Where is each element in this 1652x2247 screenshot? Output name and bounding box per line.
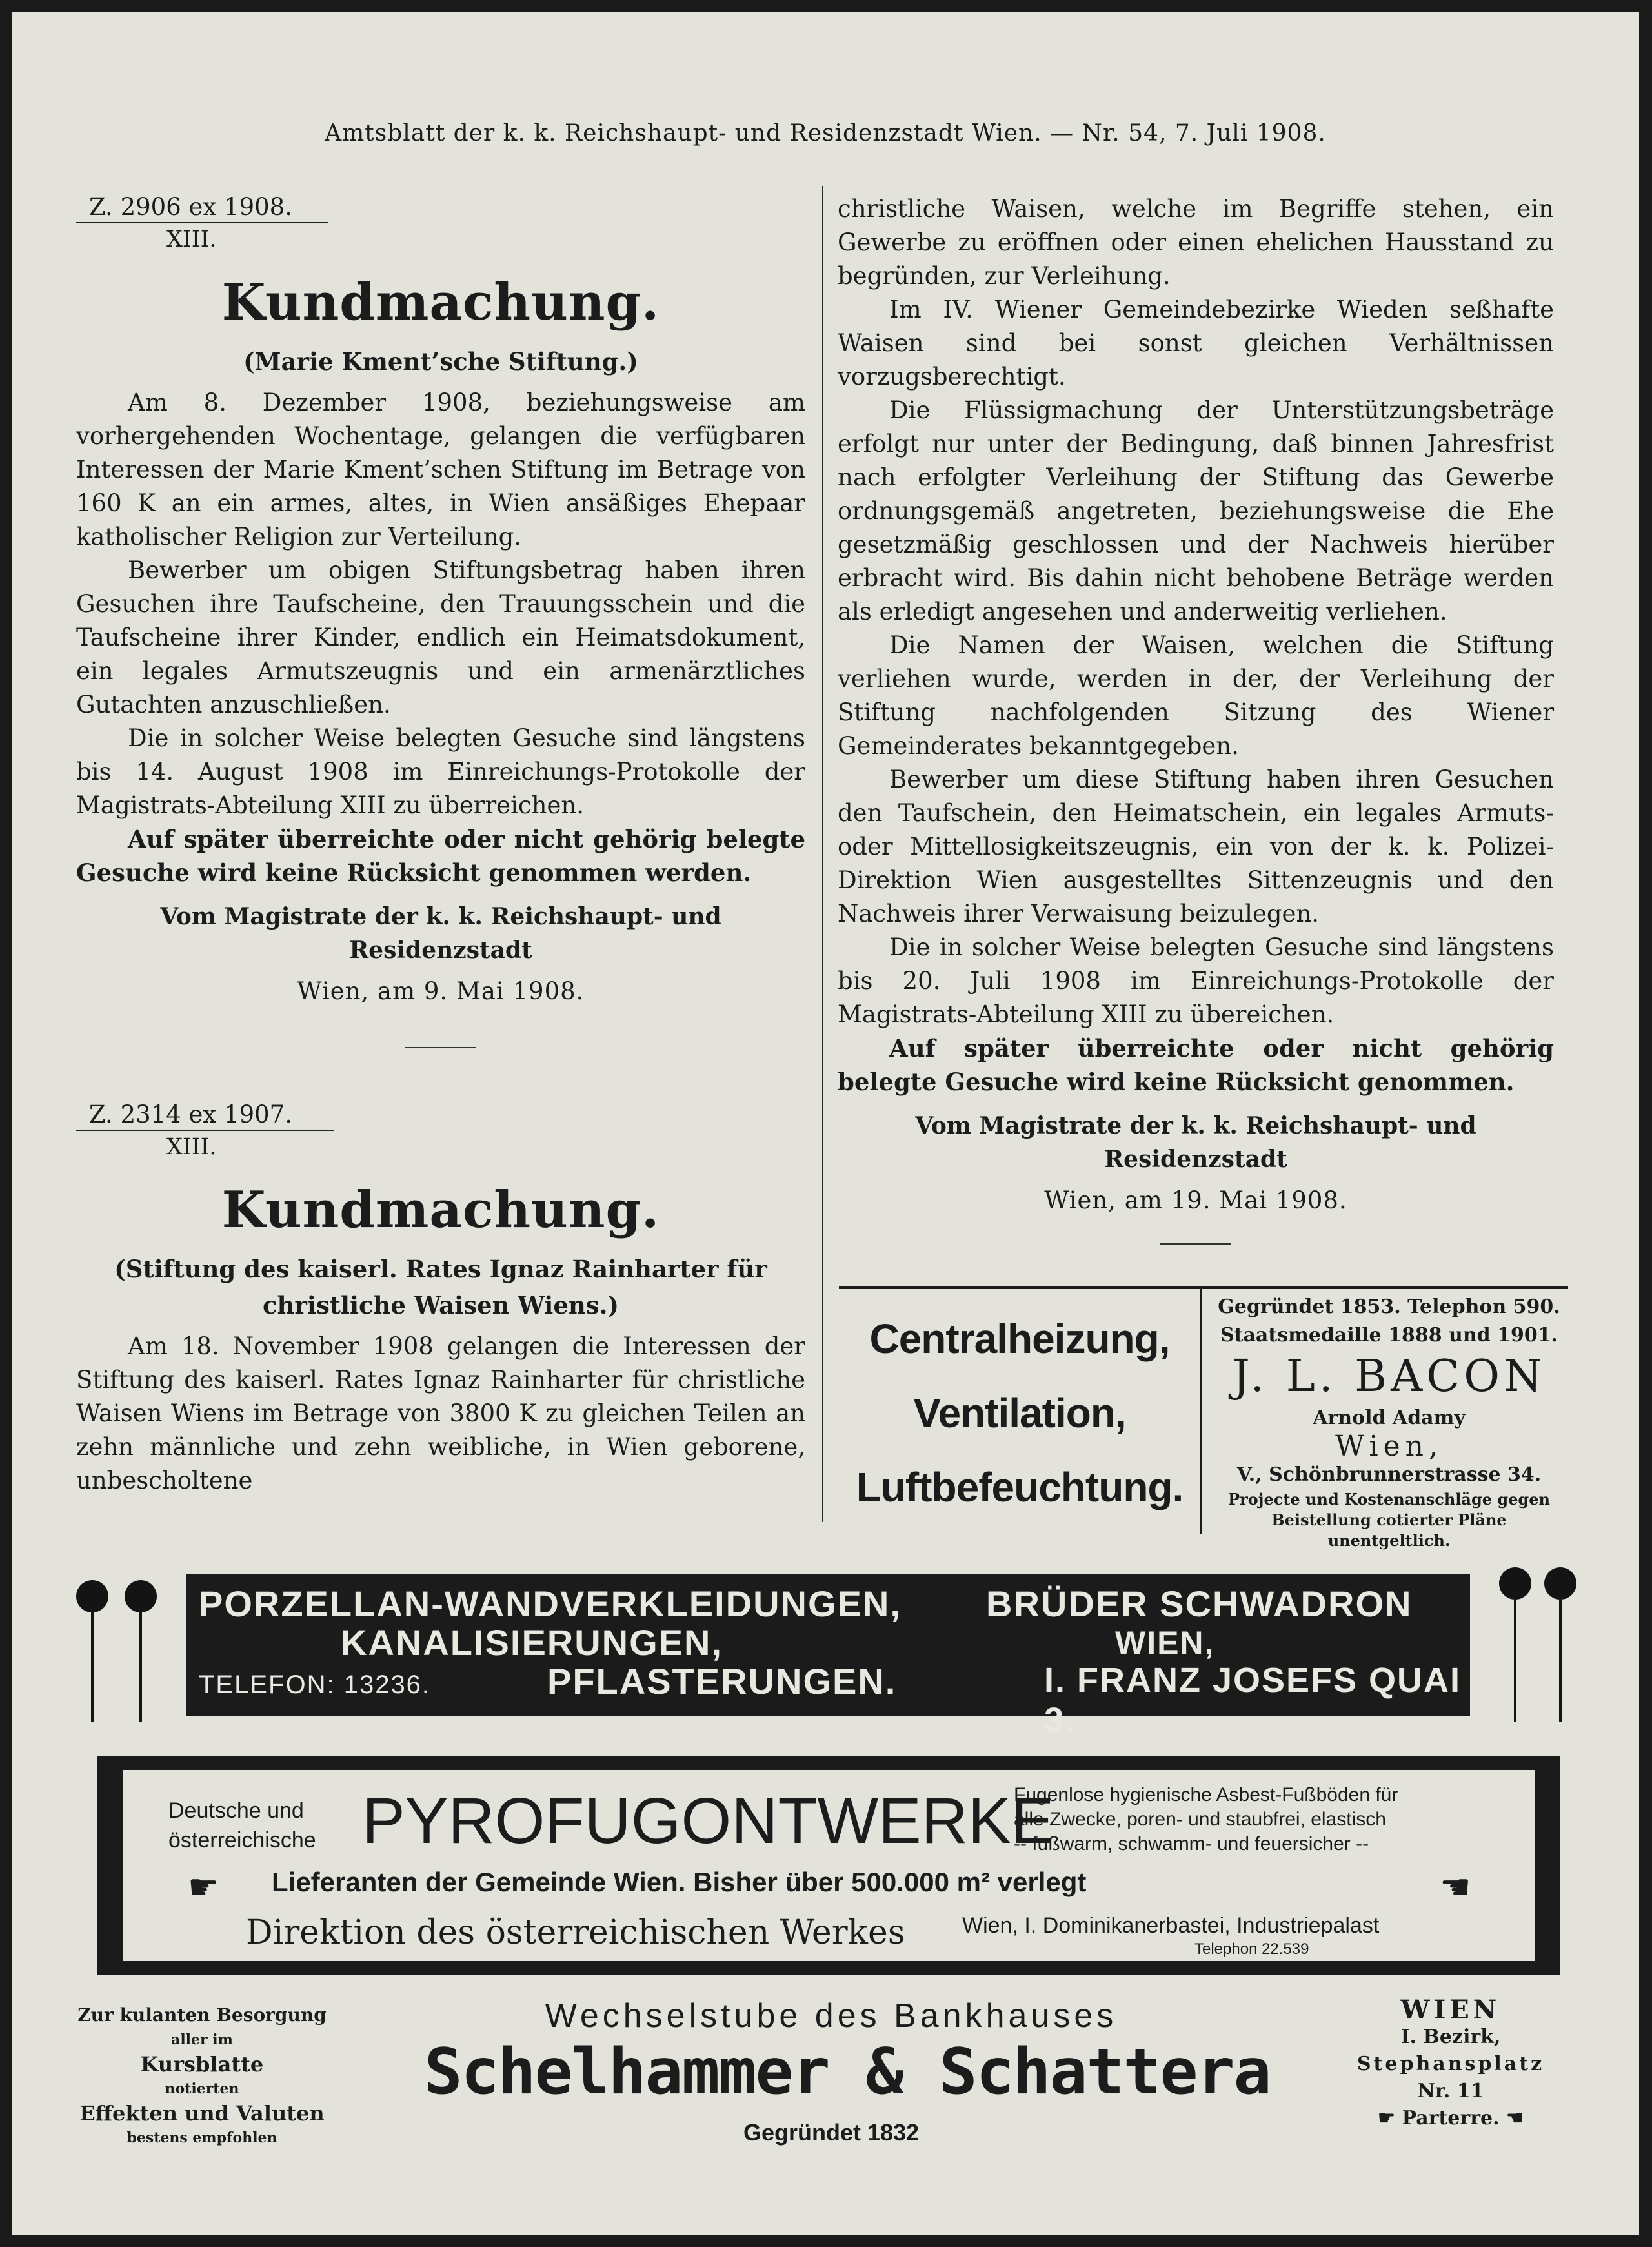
notice2-paragraph: Am 18. November 1908 gelangen die Interessen der Stiftung des kaiserl. Rates Ignaz Rainharter für christliche Waisen Wiens im Betrage von 3800 K zu gleichen Teilen an zehn männliche und zehn weibliche, in Wien geborene, unbescholtene [76,1332,805,1494]
right-column [838,192,1554,1245]
notice1-subtitle: (Marie Kment’sche Stiftung.) [243,347,638,376]
schwadron-telefon: TELEFON: 13236. [199,1671,431,1699]
section-rule [405,1047,476,1048]
notice2-signature: Vom Magistrate der k. k. Reichshaupt- und Residenzstadt [915,1112,1476,1173]
bank-services-line: Kursblatte [140,2052,264,2077]
bank-floor [1315,2105,1586,2132]
pyro-origin [168,1796,316,1855]
heating-services [839,1302,1200,1525]
pyro-direction: Direktion des österreichischen Werkes [246,1913,905,1952]
notice2-paragraph: Die in solcher Weise belegten Gesuche sind längstens bis 20. Juli 1908 im Einreichungs-Protokolle der Magistrats-Abteilung XIII zu übereichen. [838,933,1554,1028]
bank-address [1315,1997,1586,2132]
schwadron-service: PORZELLAN-WANDVERKLEIDUNGEN, [199,1583,902,1624]
ad-pyrofugont [97,1756,1560,1975]
schwadron-city: WIEN, [1115,1625,1215,1661]
notice1-ref: Z. 2906 ex 1908. [76,192,328,223]
pointing-hand-icon: ☚ [1440,1867,1471,1907]
pyro-telephone: Telephon 22.539 [1194,1940,1309,1958]
page-header: Amtsblatt der k. k. Reichshaupt- und Residenzstadt Wien. — Nr. 54, 7. Juli 1908. [325,120,1326,147]
notice2-subtitle: (Stiftung des kaiserl. Rates Ignaz Rainharter für christliche Waisen Wiens.) [114,1255,767,1319]
heating-line: Luftbefeuchtung. [856,1464,1184,1510]
bank-address-line: WIEN [1400,1995,1501,2025]
pointing-hand-icon: ☛ [188,1867,219,1907]
bank-tagline: Wechselstube des Bankhauses [545,1997,1118,2035]
notice2-ref: Z. 2314 ex 1907. [76,1100,334,1131]
schwadron-service: PFLASTERUNGEN. [547,1661,897,1702]
bank-founded: Gegründet 1832 [743,2119,920,2146]
pointing-hand-icon: ☛ [1378,2107,1402,2130]
notice1-signature: Vom Magistrate der k. k. Reichshaupt- und Residenzstadt [160,903,721,964]
schwadron-service: KANALISIERUNGEN, [341,1622,723,1663]
bacon-owner: Arnold Adamy [1313,1407,1466,1429]
notice2-paragraph: Bewerber um diese Stiftung haben ihren Gesuchen den Taufschein, den Heimatschein, ein legales Armuts- oder Mittellosigkeitszeugnis, ein von der k. k. Polizei-Direktion Wien ausgestelltes Sittenzeugnis und den Nachweis ihrer Verwaisung beizulegen. [838,766,1554,928]
section-rule [1160,1243,1231,1245]
notice1-paragraph: Die in solcher Weise belegten Gesuche sind längstens bis 14. August 1908 im Einreichungs-Protokolle der Magistrats-Abteilung XIII zu überreichen. [76,724,805,819]
notice1-title: Kundmachung. [221,273,660,332]
notice1-paragraph: Bewerber um obigen Stiftungsbetrag haben ihren Gesuchen ihre Taufscheine, den Trauungsschein und die Taufscheine ihrer Kinder, endlich ein Heimatsdokument, ein legales Armutszeugnis und ein armenärztliches Gutachten anzuschließen. [76,556,805,718]
schwadron-address: I. FRANZ JOSEFS QUAI 3. [1044,1661,1462,1740]
notice2-warning: Auf später überreichte oder nicht gehörig belegte Gesuche wird keine Rücksicht genommen. [838,1034,1554,1096]
pin-stem [1559,1600,1562,1722]
pyro-description [1014,1783,1517,1856]
bacon-medal: Staatsmedaille 1888 und 1901. [1220,1324,1558,1347]
pin-stem [91,1612,94,1722]
pin-icon [1544,1567,1576,1600]
ad-bank [76,1997,1580,2171]
notice2-title: Kundmachung. [221,1181,660,1239]
schwadron-banner [186,1574,1470,1740]
notice1-paragraph: Am 8. Dezember 1908, beziehungsweise am vorhergehenden Wochentage, gelangen die verfügbaren Interessen der Marie Kment’schen Stiftung im Betrage von 160 K an ein armes, altes, in Wien ansäßiges Ehepaar katholischer Religion zur Verteilung. [76,389,805,551]
notice2-paragraph: Die Flüssigmachung der Unterstützungsbeträge erfolgt nur unter der Bedingung, daß binnen Jahresfrist nach erfolgter Verleihung der Stiftung das Gewerbe ordnungsgemäß angetreten, beziehungsweise die Ehe gesetzmäßig geschlossen und der Nachweis hierüber erbracht wird. Bis dahin nicht behobene Beträge werden als erledigt angesehen und anderweitig verliehen. [838,396,1554,625]
bank-services [76,2003,328,2150]
pyro-suppliers: Lieferanten der Gemeinde Wien. Bisher über 500.000 m² verlegt [272,1867,1087,1897]
bank-address-line: Stephansplatz [1356,2053,1545,2075]
bank-services-line: aller im [171,2031,233,2048]
bank-name: Schelhammer & Schattera [424,2035,1271,2109]
notice2-paragraph: Im IV. Wiener Gemeindebezirke Wieden seßhafte Waisen sind bei sonst gleichen Verhältnissen vorzugsberechtigt. [838,296,1554,391]
notice2-paragraph: christliche Waisen, welche im Begriffe stehen, ein Gewerbe zu eröffnen oder einen ehelichen Hausstand zu begründen, zur Verleihung. [838,195,1554,290]
pyro-panel [123,1770,1535,1961]
bacon-name: J. L. BACON [1232,1351,1546,1402]
pyro-desc-line: -- fußwarm, schwamm- und feuersicher -- [1014,1833,1369,1855]
bank-services-line: Effekten und Valuten [79,2101,325,2126]
pointing-hand-icon: ☚ [1499,2107,1524,2130]
bank-services-line: Zur kulanten Besorgung [77,2004,327,2026]
ad-divider [1200,1289,1202,1534]
ad-heating [839,1286,1568,1550]
bacon-city: Wien, [1335,1430,1443,1463]
bacon-info [1210,1293,1568,1551]
notice1-date: Wien, am 9. Mai 1908. [297,977,585,1005]
bank-services-line: bestens empfohlen [126,2130,277,2146]
column-divider [822,186,823,1522]
pyro-origin-line: österreichische [168,1828,316,1853]
bacon-street: V., Schönbrunnerstrasse 34. [1236,1463,1542,1486]
pin-icon [76,1580,108,1612]
pyro-address: Wien, I. Dominikanerbastei, Industriepalast [962,1913,1380,1938]
notice2-date: Wien, am 19. Mai 1908. [1044,1186,1347,1214]
pin-stem [1514,1600,1516,1722]
notice2-dept: XIII. [166,1134,217,1160]
pyro-desc-line: alle Zwecke, poren- und staubfrei, elastisch [1014,1809,1386,1830]
bacon-founded: Gegründet 1853. Telephon 590. [1218,1296,1560,1318]
bacon-note: Projecte und Kostenanschläge gegen Beistellung cotierter Pläne unentgeltlich. [1228,1490,1550,1550]
left-column [76,192,805,1498]
pin-icon [1499,1567,1531,1600]
notice1-dept: XIII. [166,227,217,252]
heating-line: Centralheizung, [869,1316,1170,1362]
notice1-warning: Auf später überreichte oder nicht gehörig belegte Gesuche wird keine Rücksicht genommen werden. [76,825,805,887]
pin-icon [125,1580,157,1612]
bank-services-line: notierten [165,2080,239,2097]
heating-line: Ventilation, [913,1390,1126,1436]
pyro-desc-line: Fugenlose hygienische Asbest-Fußböden für [1014,1784,1398,1805]
pin-stem [139,1612,142,1722]
pyro-origin-line: Deutsche und [168,1798,304,1823]
bank-floor-label: Parterre. [1402,2107,1500,2130]
bank-address-line: I. Bezirk, [1400,2026,1501,2048]
bank-address-line: Nr. 11 [1417,2080,1484,2102]
schwadron-name: BRÜDER SCHWADRON [986,1583,1413,1624]
notice2-paragraph: Die Namen der Waisen, welchen die Stiftung verliehen wurde, werden in der, der Verleihung der Stiftung nachfolgenden Sitzung des Wiener Gemeinderates bekanntgegeben. [838,631,1554,760]
pyro-title: PYROFUGONTWERKE [362,1785,1054,1857]
ad-schwadron [76,1551,1580,1738]
page-paper [12,12,1639,2235]
